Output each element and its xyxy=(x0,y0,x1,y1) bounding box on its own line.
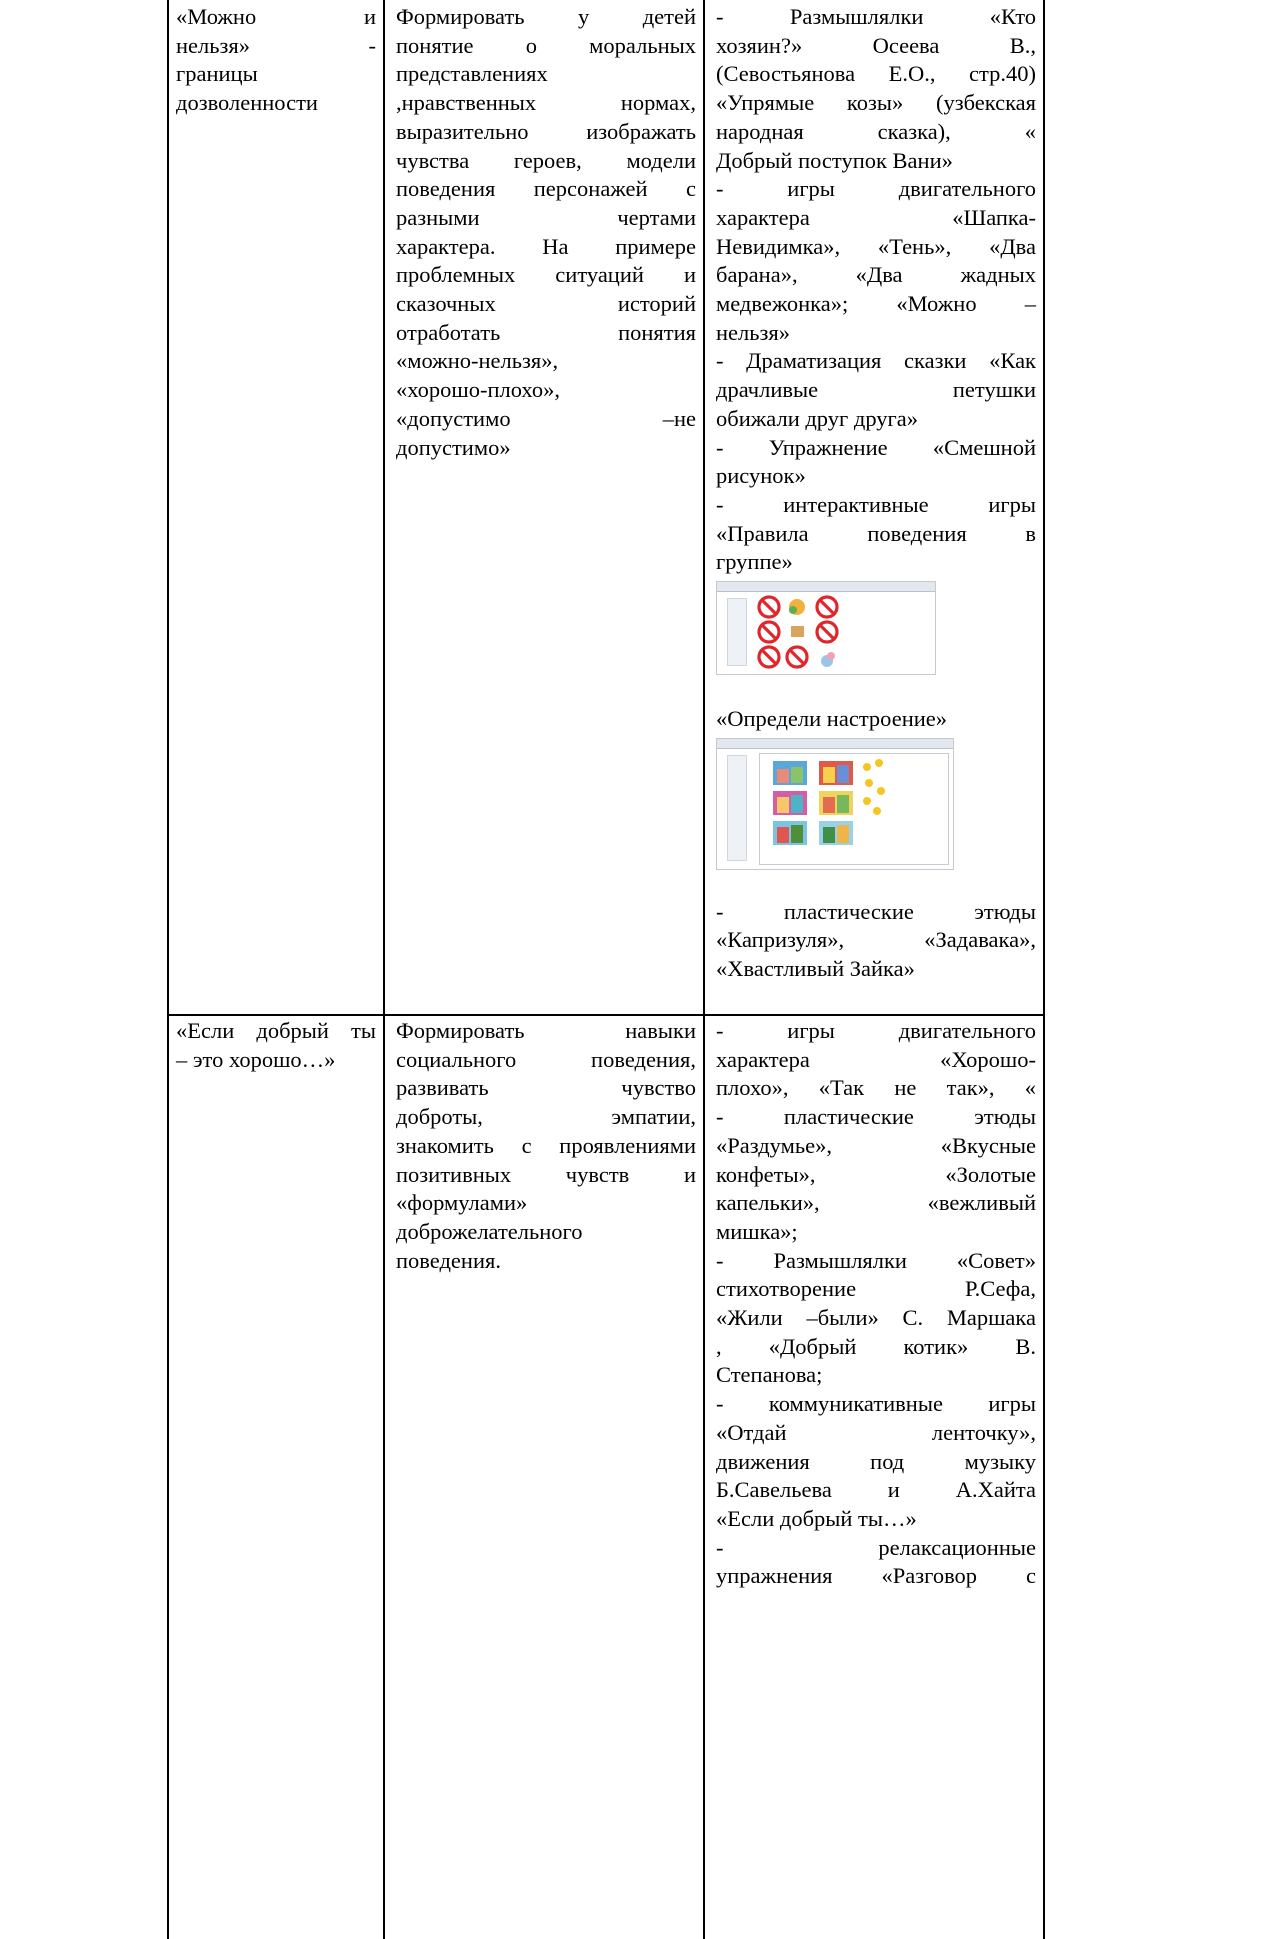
text-line: ,нравственных нормах, xyxy=(396,90,696,116)
text-line: народная сказка), « xyxy=(716,118,1036,144)
row2-topic-cell xyxy=(176,1017,376,1074)
text-line: - интерактивные игры xyxy=(716,491,1036,517)
table-border-left xyxy=(167,0,169,1939)
text-line: - релаксационные xyxy=(716,1534,1036,1560)
text-line: «Хвастливый Зайка» xyxy=(716,956,915,982)
text-line: группе» xyxy=(716,549,793,575)
text-line: «можно-нельзя», xyxy=(396,348,559,374)
text-line: поведения. xyxy=(396,1247,501,1273)
text-line: «Можно и xyxy=(176,4,376,29)
text-line: сказочных историй xyxy=(396,291,696,317)
text-line: (Севостьянова Е.О., стр.40) xyxy=(716,61,1036,87)
text-line: - игры двигательного xyxy=(716,176,1036,202)
text-line: развивать чувство xyxy=(396,1075,696,1101)
text-line: стихотворение Р.Сефа, xyxy=(716,1276,1036,1302)
text-line: движения под музыку xyxy=(716,1448,1036,1474)
text-line: характера «Шапка- xyxy=(716,204,1036,230)
text-line: Формировать у детей xyxy=(396,4,696,29)
text-line: «Отдай ленточку», xyxy=(716,1419,1036,1445)
text-line: «допустимо –не xyxy=(396,405,696,431)
text-line: границы xyxy=(176,61,258,87)
text-line: «формулами» xyxy=(396,1190,528,1216)
row2-activities-cell xyxy=(716,1017,1036,1591)
table-border-col2 xyxy=(703,0,705,1939)
text-line: «хорошо-плохо», xyxy=(396,377,560,403)
text-line: поведения персонажей с xyxy=(396,176,696,202)
text-line: «Жили –были» С. Маршака xyxy=(716,1305,1036,1331)
text-line: мишка»; xyxy=(716,1218,798,1244)
text-line: разными чертами xyxy=(396,204,696,230)
text-line: отработать понятия xyxy=(396,319,696,345)
text-line: «Если добрый ты…» xyxy=(716,1505,917,1531)
text-line: дозволенности xyxy=(176,90,318,116)
text-line: , «Добрый котик» В. xyxy=(716,1333,1036,1359)
text-line: обижали друг друга» xyxy=(716,405,918,431)
text-line: - Драматизация сказки «Как xyxy=(716,348,1036,374)
text-line: допустимо» xyxy=(396,434,511,460)
text-line: доброжелательного xyxy=(396,1218,583,1244)
text-line: драчливые петушки xyxy=(716,377,1036,403)
row1-goal-cell xyxy=(396,3,696,462)
text-line: - пластические этюды xyxy=(716,898,1036,924)
table-row-divider xyxy=(167,1014,1045,1016)
text-line: медвежонка»; «Можно – xyxy=(716,291,1036,317)
text-line: «Раздумье», «Вкусные xyxy=(716,1132,1036,1158)
text-line: представлениях xyxy=(396,61,548,87)
text-line: нельзя» xyxy=(716,319,791,345)
text-line: доброты, эмпатии, xyxy=(396,1104,696,1130)
text-line: барана», «Два жадных xyxy=(716,262,1036,288)
text-line: - Размышлялки «Совет» xyxy=(716,1247,1036,1273)
table-border-col3 xyxy=(1043,0,1045,1939)
text-line: - Упражнение «Смешной xyxy=(716,434,1036,460)
text-line: - игры двигательного xyxy=(716,1018,1036,1043)
text-line: Б.Савельева и А.Хайта xyxy=(716,1477,1036,1503)
text-line: – это хорошо…» xyxy=(176,1046,336,1072)
text-line: Невидимка», «Тень», «Два xyxy=(716,233,1036,259)
text-line: Добрый поступок Вани» xyxy=(716,147,953,173)
text-line: нельзя» - xyxy=(176,32,376,58)
text-line: капельки», «вежливый xyxy=(716,1190,1036,1216)
text-line: хозяин?» Осеева В., xyxy=(716,32,1036,58)
text-line: Степанова; xyxy=(716,1362,823,1388)
text-line: «Капризуля», «Задавака», xyxy=(716,927,1036,953)
text-line: проблемных ситуаций и xyxy=(396,262,696,288)
text-line: чувства героев, модели xyxy=(396,147,696,173)
text-line: позитивных чувств и xyxy=(396,1161,696,1187)
text-line: «Упрямые козы» (узбекская xyxy=(716,90,1036,116)
text-line: «Правила поведения в xyxy=(716,520,1036,546)
row1-topic-cell xyxy=(176,3,376,118)
text-line: - коммуникативные игры xyxy=(716,1391,1036,1417)
text-line: конфеты», «Золотые xyxy=(716,1161,1036,1187)
row2-goal-cell xyxy=(396,1017,696,1275)
emotion-pictures-image xyxy=(717,739,953,869)
text-line: рисунок» xyxy=(716,463,806,489)
text-line: характера. На примере xyxy=(396,233,696,259)
mood-game-screenshot xyxy=(716,738,954,870)
rules-game-screenshot xyxy=(716,581,936,675)
text-line: социального поведения, xyxy=(396,1046,696,1072)
row1-activities-cell xyxy=(716,3,1036,984)
prohibition-signs-image xyxy=(717,582,935,674)
text-line: упражнения «Разговор с xyxy=(716,1563,1036,1589)
text-line: характера «Хорошо- xyxy=(716,1046,1036,1072)
text-line: - Размышлялки «Кто xyxy=(716,4,1036,29)
text-line: знакомить с проявлениями xyxy=(396,1132,696,1158)
text-line: - пластические этюды xyxy=(716,1104,1036,1130)
text-line: «Если добрый ты xyxy=(176,1018,376,1043)
table-border-col1 xyxy=(383,0,385,1939)
text-line: выразительно изображать xyxy=(396,118,696,144)
text-line: понятие о моральных xyxy=(396,32,696,58)
text-line: плохо», «Так не так», « xyxy=(716,1075,1036,1101)
text-line: Формировать навыки xyxy=(396,1018,696,1043)
mood-game-title: «Определи настроение» xyxy=(716,706,948,732)
